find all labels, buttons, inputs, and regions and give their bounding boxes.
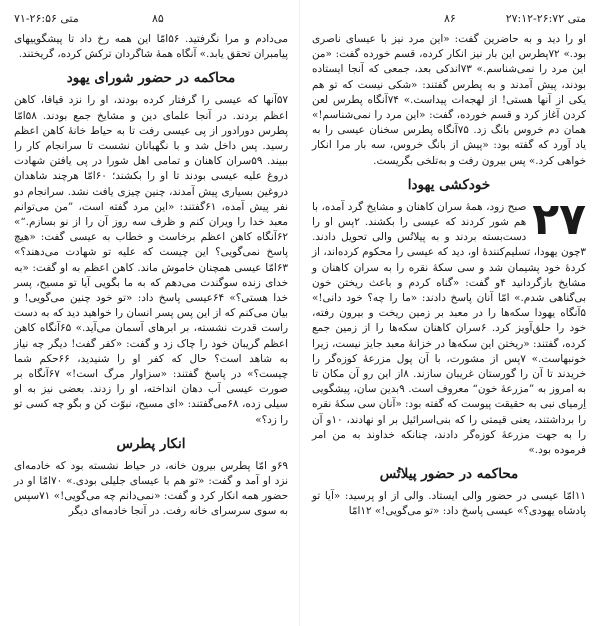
section-heading-pilate-trial: محاکمه در حضور پیلاتُس — [379, 466, 519, 483]
right-page-number: ۸۶ — [444, 12, 456, 25]
chapter-number: ۲۷ — [532, 193, 586, 245]
right-page-header — [312, 10, 586, 32]
judas-suicide-paragraph: صبح زود، همهٔ سران کاهنان و مشایخ گرد آمده، با هم شور کردند که عیسی را بکشند. ۲پس او را دست‌بسته بردند و به پیلاتُس والی تحویل دادند. ۳چون یهودا، تسلیم‌کنندهٔ او، دید که عیسی را محکوم کرده‌اند، از کردهٔ خود پشیمان شد و سی سکهٔ نقره را به سران کاهنان و مشایخ بازگردانید ۴و گفت: «گناه کردم و باعث ریختن خون بی‌گناهی شدم.» امّا آنان پاسخ دادند: «ما را چه؟ خود دانی!» ۵آنگاه یهودا سکه‌ها را در معبد بر زمین ریخت و بیرون رفته، خود را حلق‌آویز کرد. ۶سران کاهنان سکه‌ها را از زمین جمع کرده، گفتند: «ریختن این سکه‌ها در خزانهٔ معبد جایز نیست، زیرا خونبهاست.» ۷پس از مشورت، با آن پول مزرعهٔ کوزه‌گر را خریدند تا آن را گورستان غریبان سازند. ۸از این رو آن مکان تا به امروز به ”مزرعهٔ خون“ معروف است. ۹بدین سان، پیشگویی اِرمیای نبی به حقیقت پیوست که گفته بود: «آنان سی سکهٔ نقره را برداشتند، یعنی قیمتی را که بنی‌اسرائیل بر او نهادند، ۱۰و آن را به جهت مزرعهٔ کوزه‌گر دادند، چنانکه خداوند به من امر فرموده بود.» — [312, 200, 587, 457]
sanhedrin-trial-paragraph: ۵۷آنها که عیسی را گرفتار کرده بودند، او را نزد قیافا، کاهن اعظم بردند. در آنجا علمای دین و مشایخ جمع بودند. ۵۸امّا پطرس دورادور از پی عیسی رفت تا به حیاط خانهٔ کاهن اعظم رسید. پس داخل شد و با نگهبانان نشست تا سرانجام کار را ببیند. ۵۹سران کاهنان و تمامی اهل شورا در پی یافتن شهادت دروغ علیه عیسی بودند تا او را بکشند؛ ۶۰امّا هرچند شاهدان دروغین بسیاری پیش آمدند، چنین چیزی یافت نشد. سرانجام دو نفر پیش آمده، ۶۱گفتند: «این مرد گفته است، ”من می‌توانم معبد خدا را ویران کنم و ظرف سه روز آن را از نو بسازم.“» ۶۲آنگاه کاهن اعظم برخاست و خطاب به عیسی گفت: «هیچ پاسخ نمی‌گویی؟ این چیست که علیه تو شهادت می‌دهند؟» ۶۳امّا عیسی همچنان خاموش ماند. کاهن اعظم به او گفت: «به خدای زنده سوگندت می‌دهم که به ما بگویی آیا تو مسیح، پسر خدا هستی؟» ۶۴عیسی پاسخ داد: «تو خود چنین می‌گویی! و بیان می‌کنم که از این پس پسر انسان را خواهید دید که به دست راست قدرت نشسته، بر ابرهای آسمان می‌آید.» ۶۵آنگاه کاهن اعظم گریبان خود را چاک زد و گفت: «کفر گفت! دیگر چه نیاز به شاهد است؟ حال که کفر او را شنیدید، ۶۶حکم شما چیست؟» در پاسخ گفتند: «سزاوار مرگ است!» ۶۷آنگاه بر صورت عیسی آب دهان انداخته، او را زدند. بعضی نیز به او سیلی زده، ۶۸می‌گفتند: «ای مسیح، نبوّت کن و بگو چه کسی تو را زد؟» — [14, 94, 289, 426]
right-page-text — [312, 32, 586, 520]
right-page-verse-range: متی ۲۶:۷۲-۲۷:۱۲ — [505, 12, 586, 25]
left-page-header — [14, 10, 288, 32]
left-page-text — [14, 32, 288, 520]
chapter-27-block — [312, 193, 587, 458]
left-intro-paragraph: می‌دادم و مرا نگرفتید. ۵۶امّا این همه رخ داد تا پیشگوییهای پیامبران تحقق یابد.» آنگاه همهٔ شاگردان ترکش کرده، گریختند. — [14, 33, 288, 61]
right-page — [300, 0, 600, 626]
section-heading-sanhedrin-trial: محاکمه در حضور شورای یهود — [66, 70, 236, 87]
left-page-verse-range: متی ۲۶:۵۶-۷۱ — [14, 12, 79, 25]
peter-denial-paragraph: ۶۹و امّا پطرس بیرون خانه، در حیاط نشسته بود که خادمه‌ای نزد او آمد و گفت: «تو هم با عیسای جلیلی بودی.» ۷۰امّا او در حضور همه انکار کرد و گفت: «نمی‌دانم چه می‌گویی!» ۷۱سپس به سوی سرسرای خانه رفت. در آنجا خادمه‌ای دیگر — [14, 459, 288, 518]
section-heading-judas-suicide: خودکشی یهودا — [407, 176, 491, 193]
left-page-number: ۸۵ — [152, 12, 164, 25]
section-heading-peter-denial: انکار پطرس — [116, 435, 186, 452]
pilate-trial-paragraph: ۱۱امّا عیسی در حضور والی ایستاد. والی از او پرسید: «آیا تو پادشاه یهودی؟» عیسی پاسخ داد: «تو می‌گویی!» ۱۲امّا — [312, 490, 586, 518]
right-intro-paragraph: او را دید و به حاضرین گفت: «این مرد نیز با عیسای ناصری بود.» ۷۲پطرس این بار نیز انکار کرده، قسم خورده گفت: «من این مرد را نمی‌شناسم.» ۷۳اندکی بعد، جمعی که آنجا ایستاده بودند، پیش آمدند و به پطرس گفتند: «شکی نیست که تو هم یکی از آنها هستی! از لهجه‌ات پیداست.» ۷۴آنگاه پطرس لعن کردن آغاز کرد و قسم خورده، گفت: «این مرد را نمی‌شناسم!» همان دم خروس بانگ زد. ۷۵آنگاه پطرس سخنان عیسی را به یاد آورد که گفته بود: «پیش از بانگ خروس، سه بار مرا انکار خواهی کرد.» پس بیرون رفت و به‌تلخی بگریست. — [312, 33, 587, 167]
